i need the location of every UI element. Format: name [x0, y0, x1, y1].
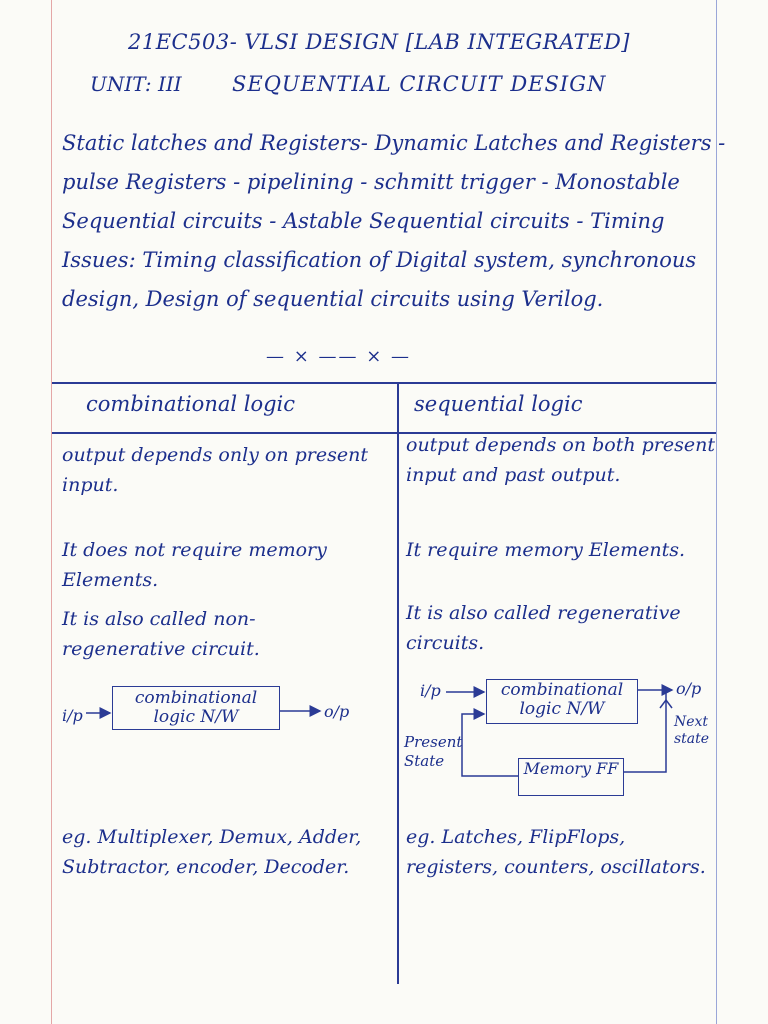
- unit-label: UNIT: III: [90, 72, 182, 96]
- page-title: 21EC503- VLSI DESIGN [LAB INTEGRATED]: [128, 30, 631, 54]
- right-diagram-input-label: i/p: [420, 681, 441, 700]
- left-combinational-box: combinational logic N/W: [112, 686, 280, 730]
- right-column-header: sequential logic: [414, 392, 583, 416]
- left-point-memory: It does not require memory Elements.: [62, 539, 327, 591]
- right-point-called: It is also called regenerative circuits.: [406, 602, 681, 654]
- right-diagram-output-label: o/p: [676, 679, 702, 698]
- syllabus-text: Static latches and Registers- Dynamic Latches and Registers - pulse Registers - pipelining - schmitt trigger - Monostable Sequential circuits - Astable Sequential circuits - Timing Issues: Timing classification of Digital system, synchronous design, Design of sequential circuits using Verilog.: [62, 131, 726, 311]
- separator: — × —— × —: [266, 346, 412, 367]
- unit-title: SEQUENTIAL CIRCUIT DESIGN: [232, 72, 607, 96]
- next-state-label: Next state: [674, 714, 710, 747]
- right-combinational-box: combinational logic N/W: [486, 679, 638, 724]
- present-state-label: Present State: [404, 733, 463, 770]
- memory-ff-box: Memory FF: [518, 758, 624, 796]
- left-diagram-input-label: i/p: [62, 706, 83, 725]
- left-point-called: It is also called non-regenerative circuit.: [62, 608, 260, 660]
- left-point-output: output depends only on present input.: [62, 444, 368, 496]
- right-point-memory: It require memory Elements.: [406, 539, 686, 561]
- left-diagram-output-label: o/p: [324, 702, 350, 721]
- left-column-header: combinational logic: [86, 392, 296, 416]
- left-example: eg. Multiplexer, Demux, Adder, Subtractor, encoder, Decoder.: [62, 826, 362, 878]
- right-point-output: output depends on both present input and past output.: [406, 434, 715, 486]
- right-example: eg. Latches, FlipFlops, registers, counters, oscillators.: [406, 826, 706, 878]
